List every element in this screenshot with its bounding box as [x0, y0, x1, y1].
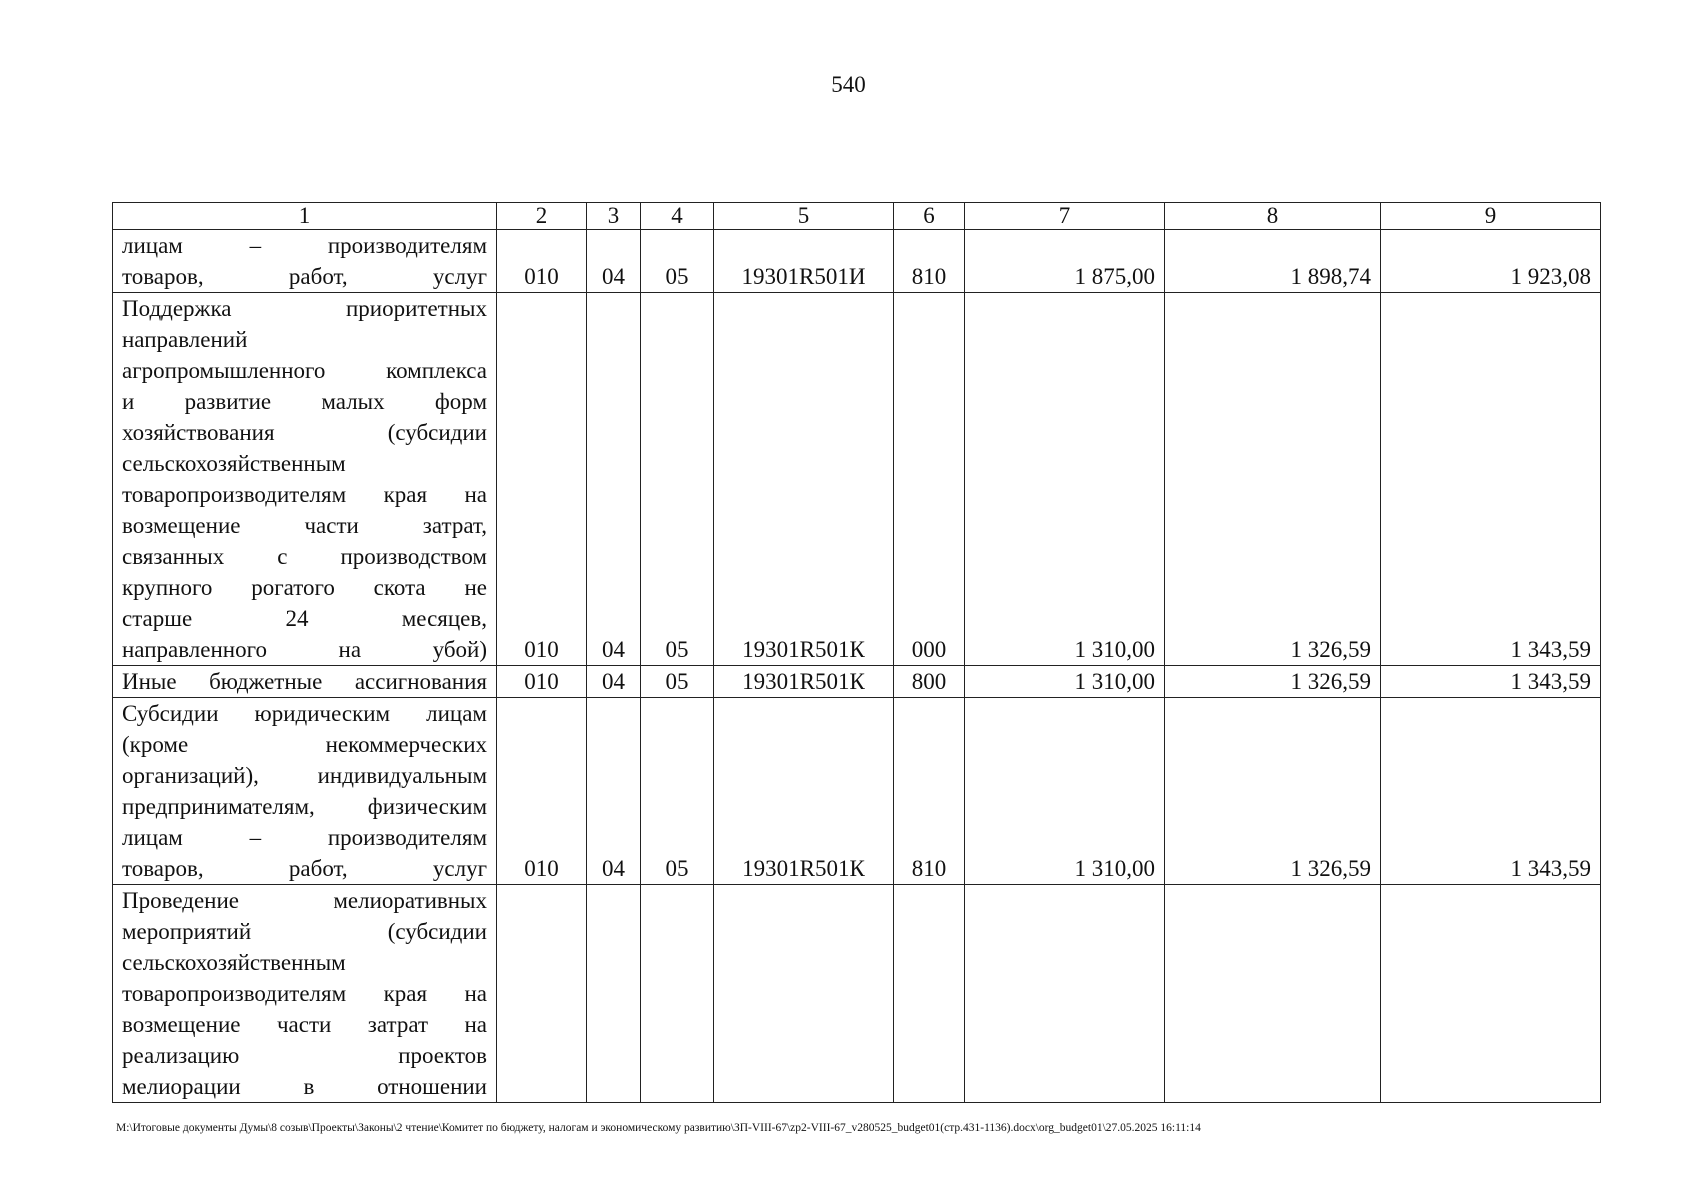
column-number: 3 [587, 203, 641, 230]
description-line: Проведение мелиоративных [122, 888, 487, 913]
table-row [113, 885, 1601, 1103]
column-number: 6 [894, 203, 965, 230]
csr-code-cell: 19301R501К [714, 698, 894, 885]
table-header-row [113, 203, 1601, 230]
table-row [113, 698, 1601, 885]
description-line: крупного рогатого скота не [122, 575, 487, 600]
description-line: лицам – производителям [122, 825, 487, 850]
amount-2026-cell: 1 326,59 [1165, 666, 1381, 698]
description-line: старше 24 месяцев, [122, 606, 487, 631]
budget-table [112, 202, 1601, 1103]
amount-2026-cell: 1 326,59 [1165, 293, 1381, 666]
description-line: мероприятий (субсидии [122, 919, 487, 944]
pr-code-cell: 05 [641, 293, 714, 666]
file-path-footer: M:\Итоговые документы Думы\8 созыв\Проекты\Законы\2 чтение\Комитет по бюджету, налогам и экономическому развитию\ЗП-VIII-67\zp2-VIII-67_v280525_budget01(стр.431-1136).docx\org_budget01\27.05.2025 16:11:14 [116, 1122, 1201, 1134]
gr-code-cell: 010 [497, 293, 587, 666]
row-description [113, 230, 497, 293]
column-number: 9 [1381, 203, 1601, 230]
csr-code-cell: 19301R501К [714, 293, 894, 666]
pr-code-cell: 05 [641, 666, 714, 698]
gr-code-cell: 010 [497, 666, 587, 698]
rz-code-cell: 04 [587, 698, 641, 885]
pr-code-cell [641, 885, 714, 1103]
amount-2026-cell: 1 898,74 [1165, 230, 1381, 293]
column-number: 2 [497, 203, 587, 230]
description-line: реализацию проектов [122, 1043, 487, 1068]
pr-code-cell: 05 [641, 698, 714, 885]
description-line: товаров, работ, услуг [122, 264, 487, 289]
description-line: товаропроизводителям края на [122, 981, 487, 1006]
vr-code-cell [894, 885, 965, 1103]
column-number: 5 [714, 203, 894, 230]
description-line: хозяйствования (субсидии [122, 420, 487, 445]
rz-code-cell: 04 [587, 230, 641, 293]
description-line: связанных с производством [122, 544, 487, 569]
csr-code-cell: 19301R501И [714, 230, 894, 293]
csr-code-cell [714, 885, 894, 1103]
row-description [113, 666, 497, 698]
pr-code-cell: 05 [641, 230, 714, 293]
amount-2026-cell [1165, 885, 1381, 1103]
description-line: направленного на убой) [122, 637, 487, 662]
row-description [113, 698, 497, 885]
amount-2027-cell [1381, 885, 1601, 1103]
amount-2026-cell: 1 326,59 [1165, 698, 1381, 885]
csr-code-cell: 19301R501К [714, 666, 894, 698]
column-number: 8 [1165, 203, 1381, 230]
table-row [113, 666, 1601, 698]
amount-2025-cell: 1 310,00 [965, 293, 1165, 666]
description-line: возмещение части затрат, [122, 513, 487, 538]
column-number: 7 [965, 203, 1165, 230]
vr-code-cell: 810 [894, 230, 965, 293]
amount-2027-cell: 1 923,08 [1381, 230, 1601, 293]
description-line: сельскохозяйственным [122, 950, 346, 975]
description-line: агропромышленного комплекса [122, 358, 487, 383]
column-number: 1 [113, 203, 497, 230]
description-line: Поддержка приоритетных [122, 296, 487, 321]
description-line: Субсидии юридическим лицам [122, 701, 487, 726]
description-line: и развитие малых форм [122, 389, 487, 414]
vr-code-cell: 800 [894, 666, 965, 698]
description-line: мелиорации в отношении [122, 1074, 487, 1099]
table-row [113, 293, 1601, 666]
description-line: товаропроизводителям края на [122, 482, 487, 507]
vr-code-cell: 000 [894, 293, 965, 666]
column-number: 4 [641, 203, 714, 230]
amount-2027-cell: 1 343,59 [1381, 698, 1601, 885]
description-line: организаций), индивидуальным [122, 763, 487, 788]
rz-code-cell [587, 885, 641, 1103]
gr-code-cell: 010 [497, 230, 587, 293]
description-line: сельскохозяйственным [122, 451, 346, 476]
description-line: предпринимателям, физическим [122, 794, 487, 819]
amount-2025-cell: 1 875,00 [965, 230, 1165, 293]
amount-2027-cell: 1 343,59 [1381, 293, 1601, 666]
description-line: (кроме некоммерческих [122, 732, 487, 757]
row-description [113, 885, 497, 1103]
description-line: товаров, работ, услуг [122, 856, 487, 881]
amount-2025-cell [965, 885, 1165, 1103]
amount-2025-cell: 1 310,00 [965, 666, 1165, 698]
rz-code-cell: 04 [587, 666, 641, 698]
rz-code-cell: 04 [587, 293, 641, 666]
description-line: Иные бюджетные ассигнования [122, 669, 487, 694]
description-line: возмещение части затрат на [122, 1012, 487, 1037]
amount-2027-cell: 1 343,59 [1381, 666, 1601, 698]
gr-code-cell [497, 885, 587, 1103]
row-description [113, 293, 497, 666]
description-line: направлений [122, 327, 248, 352]
amount-2025-cell: 1 310,00 [965, 698, 1165, 885]
table-row [113, 230, 1601, 293]
description-line: лицам – производителям [122, 233, 487, 258]
vr-code-cell: 810 [894, 698, 965, 885]
gr-code-cell: 010 [497, 698, 587, 885]
page-number: 540 [831, 72, 866, 97]
